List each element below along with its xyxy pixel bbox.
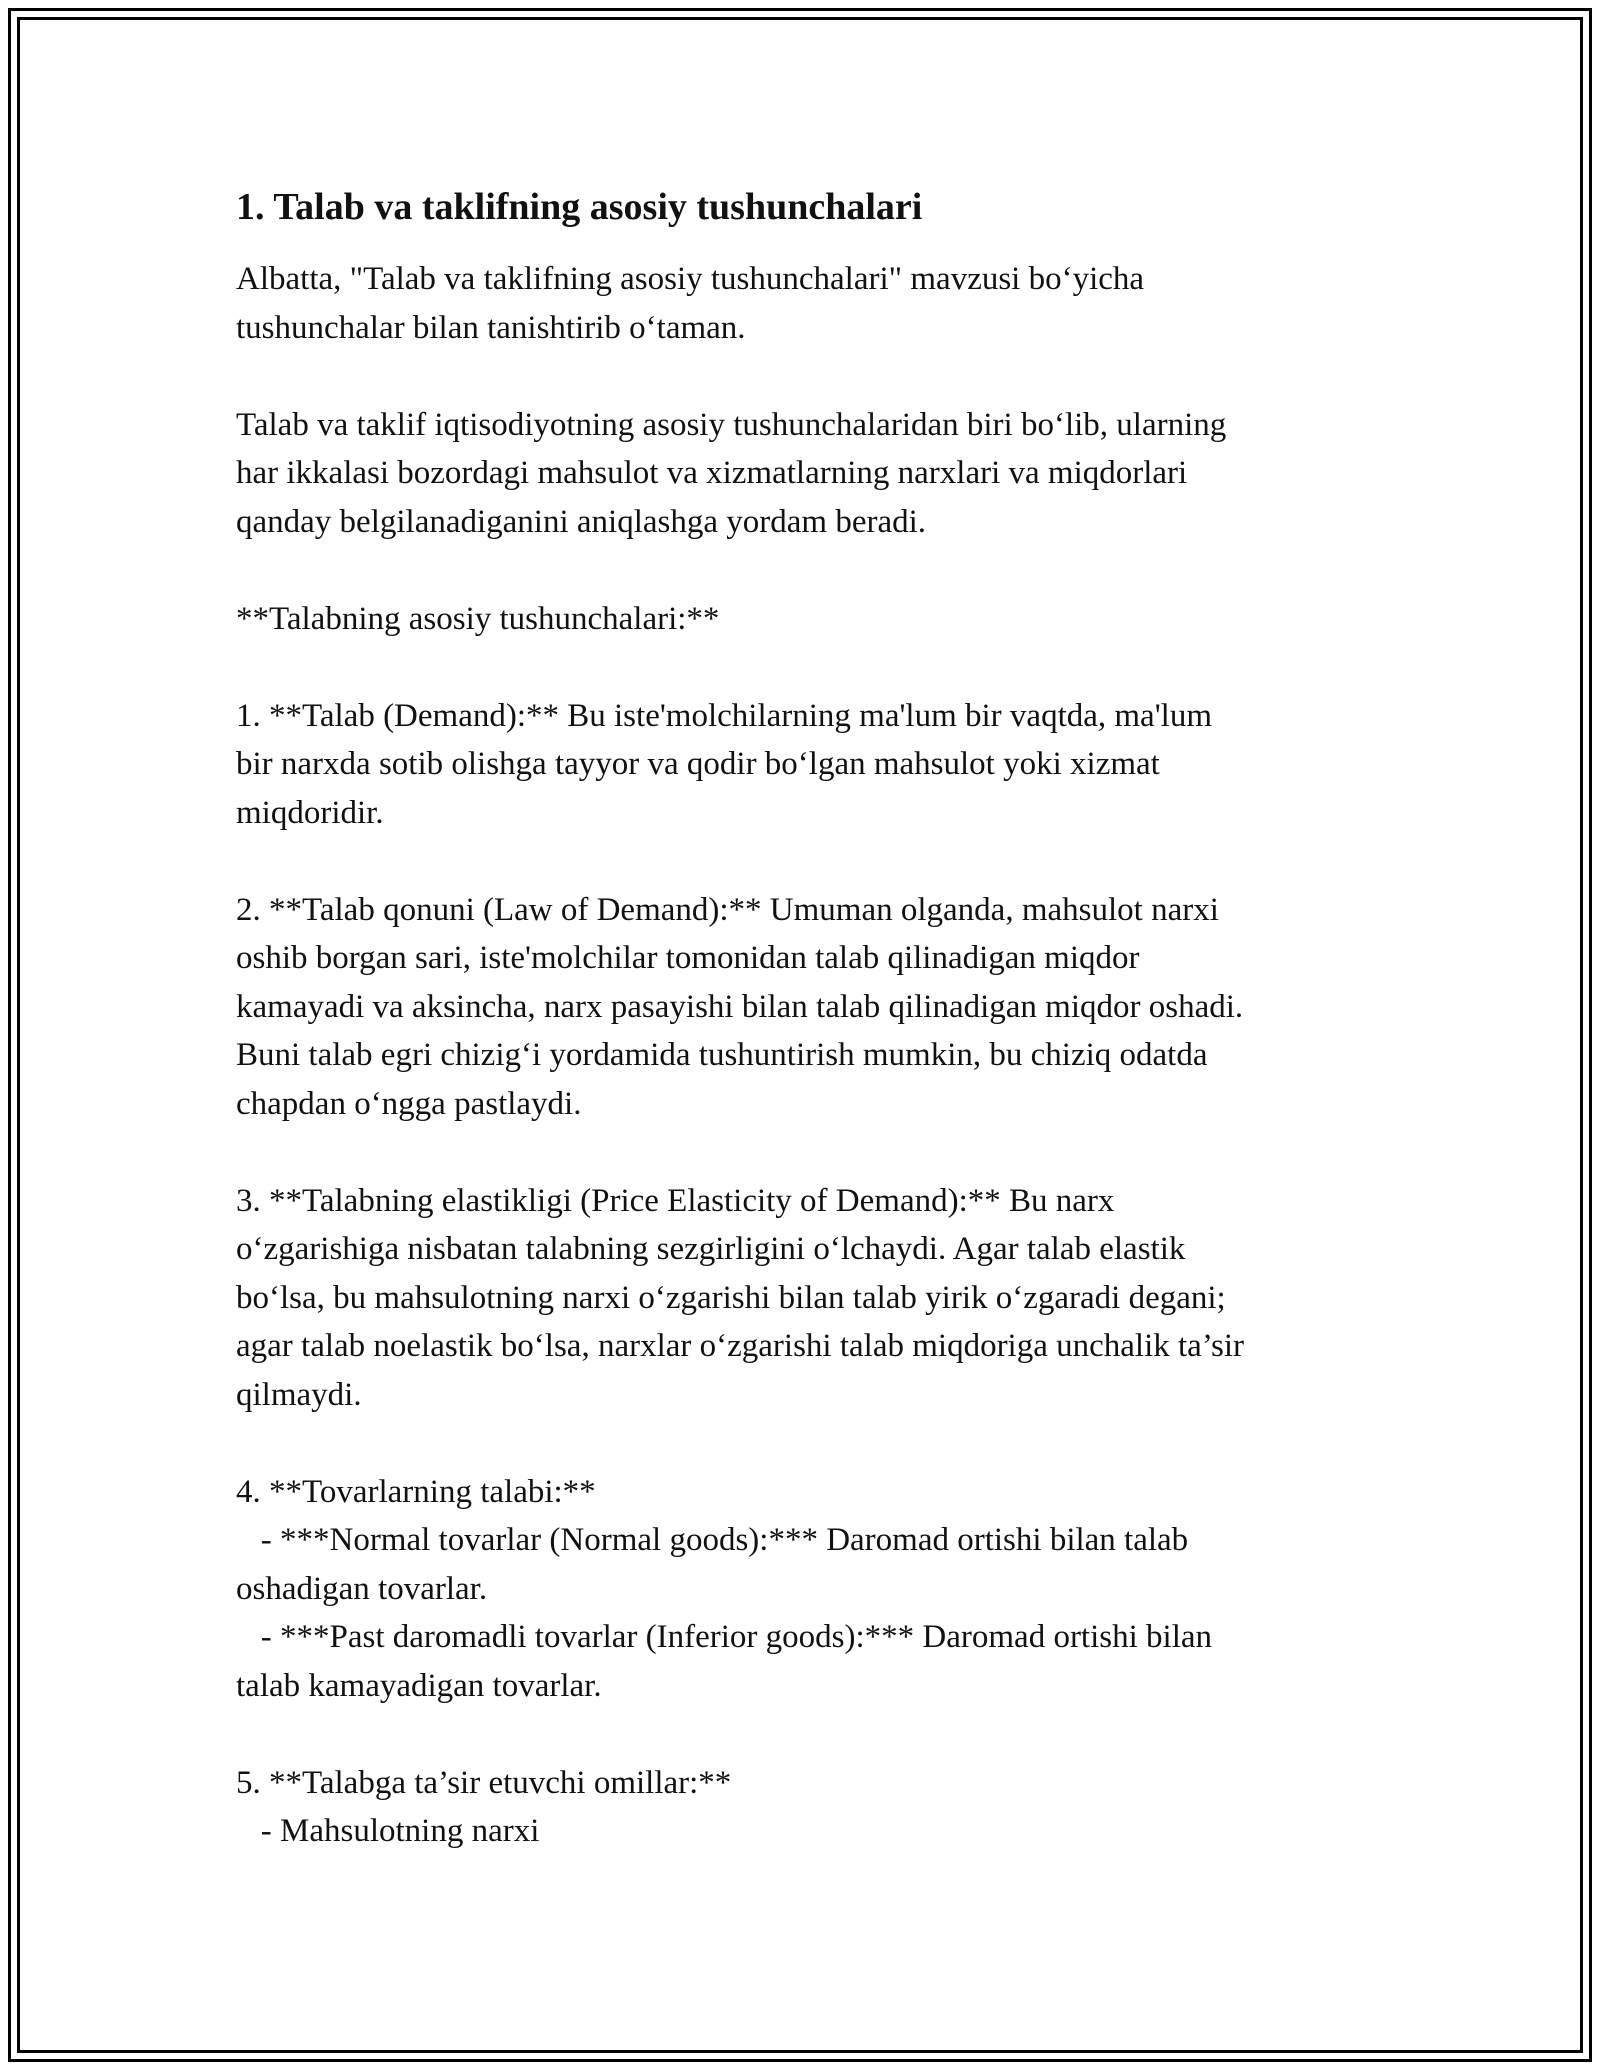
text-line: agar talab noelastik bo‘lsa, narxlar o‘zgarishi talab miqdoriga unchalik ta’sir (236, 1328, 1244, 1364)
text-line: 5. **Talabga ta’sir etuvchi omillar:** (236, 1764, 732, 1801)
list-item-4 (236, 1468, 1366, 1711)
document-body (236, 183, 1366, 1904)
document-title: 1. Talab va taklifning asosiy tushunchalari (236, 186, 923, 228)
text-line: chapdan o‘ngga pastlaydi. (236, 1085, 582, 1122)
text-line: 1. **Talab (Demand):** Bu iste'molchilarning ma'lum bir vaqtda, ma'lum (236, 697, 1212, 734)
text-line: Buni talab egri chizig‘i yordamida tushuntirish mumkin, bu chiziq odatda (236, 1037, 1208, 1073)
text-line: - ***Past daromadli tovarlar (Inferior goods):*** Daromad ortishi bilan (236, 1619, 1213, 1655)
text-line: kamayadi va aksincha, narx pasayishi bilan talab qilinadigan miqdor oshadi. (236, 988, 1244, 1025)
text-line: qilmaydi. (236, 1376, 362, 1413)
text-line: tushunchalar bilan tanishtirib o‘taman. (236, 309, 746, 346)
text-line: 3. **Talabning elastikligi (Price Elasticity of Demand):** Bu narx (236, 1182, 1115, 1219)
text-line: Albatta, "Talab va taklifning asosiy tushunchalari" mavzusi bo‘yicha (236, 261, 1145, 297)
text-line: bo‘lsa, bu mahsulotning narxi o‘zgarishi bilan talab yirik o‘zgaradi degani; (236, 1279, 1226, 1316)
text-line: Talab va taklif iqtisodiyotning asosiy tushunchalaridan biri bo‘lib, ularning (236, 406, 1227, 443)
text-line: oshib borgan sari, iste'molchilar tomonidan talab qilinadigan miqdor (236, 940, 1140, 976)
text-line: bir narxda sotib olishga tayyor va qodir bo‘lgan mahsulot yoki xizmat (236, 746, 1160, 782)
list-item-1 (236, 692, 1366, 838)
text-line: talab kamayadigan tovarlar. (236, 1667, 602, 1704)
text-line: har ikkalasi bozordagi mahsulot va xizmatlarning narxlari va miqdorlari (236, 455, 1188, 491)
list-item-2 (236, 886, 1366, 1129)
text-line: **Talabning asosiy tushunchalari:** (236, 600, 720, 637)
text-line: miqdoridir. (236, 794, 384, 831)
text-line: 2. **Talab qonuni (Law of Demand):** Umuman olganda, mahsulot narxi (236, 891, 1219, 928)
paragraph-intro (236, 255, 1366, 352)
section-heading-demand (236, 595, 1366, 644)
text-line: - ***Normal tovarlar (Normal goods):*** Daromad ortishi bilan talab (236, 1522, 1189, 1558)
list-item-3 (236, 1177, 1366, 1420)
paragraph-definition (236, 401, 1366, 547)
text-line: 4. **Tovarlarning talabi:** (236, 1473, 596, 1510)
text-line: qanday belgilanadiganini aniqlashga yordam beradi. (236, 503, 927, 540)
text-line: oshadigan tovarlar. (236, 1570, 488, 1607)
text-line: - Mahsulotning narxi (236, 1813, 540, 1849)
list-item-5 (236, 1759, 1366, 1856)
text-line: o‘zgarishiga nisbatan talabning sezgirligini o‘lchaydi. Agar talab elastik (236, 1231, 1186, 1267)
